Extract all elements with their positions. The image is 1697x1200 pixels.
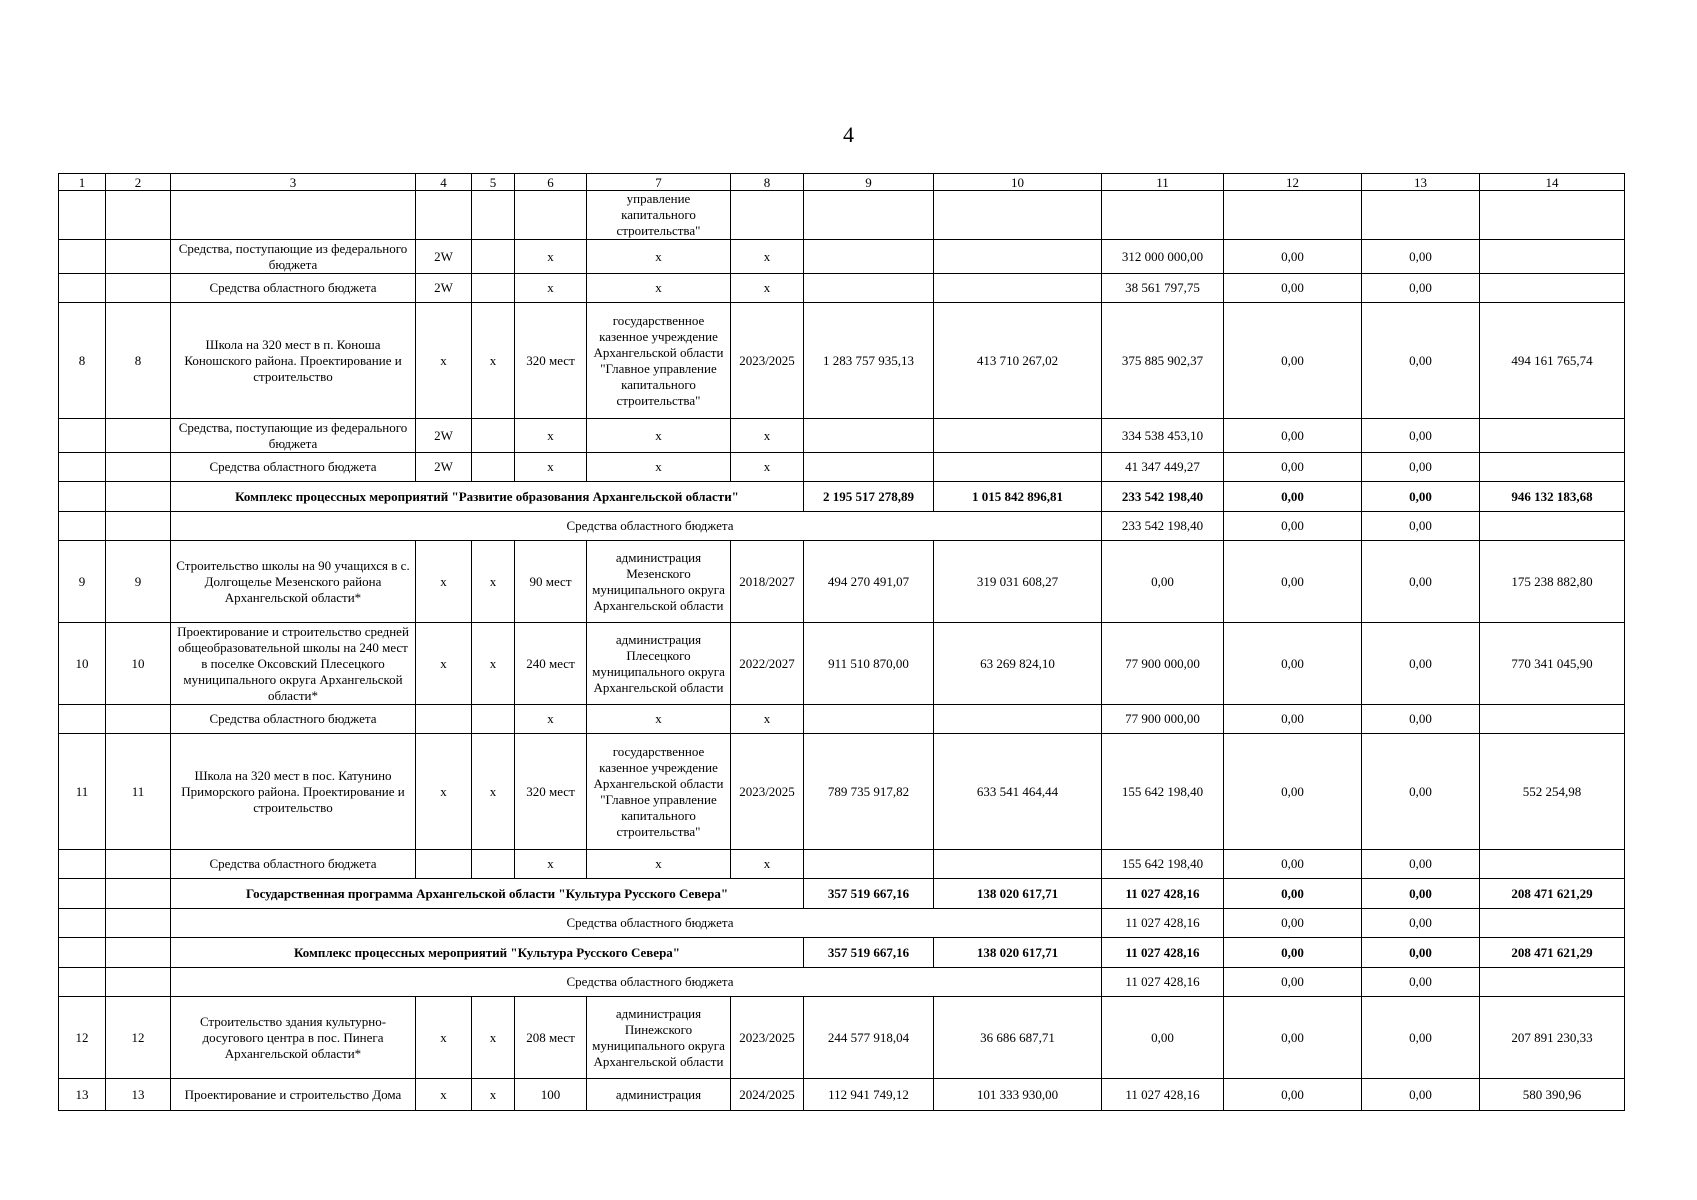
column-header: 8 [731,174,804,191]
table-cell: х [587,850,731,879]
table-cell: 0,00 [1224,997,1362,1079]
table-cell: 0,00 [1362,512,1480,541]
table-cell: 0,00 [1362,419,1480,453]
table-cell: администрация Пинежского муниципального округа Архангельской области [587,997,731,1079]
column-header: 13 [1362,174,1480,191]
table-cell [804,274,934,303]
table-cell: 0,00 [1224,512,1362,541]
table-cell: 11 027 428,16 [1102,968,1224,997]
table-cell: Средства, поступающие из федерального бюджета [171,240,416,274]
table-cell: Школа на 320 мест в пос. Катунино Приморского района. Проектирование и строительство [171,734,416,850]
table-cell: 207 891 230,33 [1480,997,1625,1079]
table-cell [106,191,171,240]
table-cell: х [472,734,515,850]
table-cell [416,850,472,879]
table-cell: Комплекс процессных мероприятий "Культура Русского Севера" [171,938,804,968]
table-cell [59,850,106,879]
table-cell: Средства областного бюджета [171,705,416,734]
table-cell: х [731,705,804,734]
table-cell: х [416,623,472,705]
table-cell [171,191,416,240]
table-cell: 320 мест [515,303,587,419]
table-cell [59,453,106,482]
table-row [59,240,1625,274]
table-cell: 13 [106,1079,171,1111]
table-cell: х [515,419,587,453]
table-cell: 0,00 [1224,734,1362,850]
table-cell: х [416,303,472,419]
table-cell [804,191,934,240]
table-cell [934,191,1102,240]
column-header-row [59,174,1625,191]
table-cell [59,938,106,968]
table-cell: Средства областного бюджета [171,453,416,482]
table-cell: 175 238 882,80 [1480,541,1625,623]
table-cell [731,191,804,240]
table-cell: 946 132 183,68 [1480,482,1625,512]
table-row [59,623,1625,705]
table-cell [106,879,171,909]
table-cell [1480,512,1625,541]
table-cell [472,453,515,482]
table-cell [934,240,1102,274]
table-cell: 0,00 [1224,968,1362,997]
table-cell: 240 мест [515,623,587,705]
table-cell: х [472,1079,515,1111]
table-cell: 2W [416,274,472,303]
table-cell: 100 [515,1079,587,1111]
table-cell [59,968,106,997]
table-cell [59,482,106,512]
table-cell [106,938,171,968]
table-cell: 138 020 617,71 [934,879,1102,909]
table-cell: 334 538 453,10 [1102,419,1224,453]
table-cell: 0,00 [1362,734,1480,850]
table-cell [1480,850,1625,879]
table-cell: 8 [106,303,171,419]
column-header: 11 [1102,174,1224,191]
table-cell: х [472,997,515,1079]
table-cell: 789 735 917,82 [804,734,934,850]
table-cell: 0,00 [1224,482,1362,512]
table-cell [106,419,171,453]
table-cell: 0,00 [1224,879,1362,909]
table-cell: 0,00 [1362,997,1480,1079]
table-cell: 77 900 000,00 [1102,705,1224,734]
table-cell: х [472,623,515,705]
table-cell: 0,00 [1362,938,1480,968]
table-cell: 0,00 [1224,938,1362,968]
table-cell: 2W [416,419,472,453]
column-header: 4 [416,174,472,191]
table-cell: х [731,274,804,303]
table-cell [472,419,515,453]
table-cell: 77 900 000,00 [1102,623,1224,705]
table-cell: 2018/2027 [731,541,804,623]
table-cell [59,879,106,909]
table-cell: 0,00 [1362,968,1480,997]
table-cell [106,968,171,997]
table-cell [59,512,106,541]
table-cell: администрация Мезенского муниципального округа Архангельской области [587,541,731,623]
table-row [59,705,1625,734]
table-cell: 320 мест [515,734,587,850]
table-cell [472,850,515,879]
table-cell [934,705,1102,734]
table-cell: 1 015 842 896,81 [934,482,1102,512]
table-cell: 0,00 [1362,482,1480,512]
table-cell: х [731,850,804,879]
table-cell: 112 941 749,12 [804,1079,934,1111]
table-cell: 233 542 198,40 [1102,512,1224,541]
table-cell: 208 мест [515,997,587,1079]
table-row [59,482,1625,512]
table-cell [1480,453,1625,482]
table-cell: 0,00 [1362,303,1480,419]
table-cell: государственное казенное учреждение Архангельской области "Главное управление капитального строительства" [587,734,731,850]
table-cell [106,512,171,541]
table-cell: 11 [59,734,106,850]
table-cell: 10 [59,623,106,705]
table-cell [934,419,1102,453]
table-cell: 2024/2025 [731,1079,804,1111]
table-cell [106,274,171,303]
table-cell: х [416,541,472,623]
table-cell: 2022/2027 [731,623,804,705]
table-cell [804,419,934,453]
table-cell: 11 027 428,16 [1102,938,1224,968]
table-cell [106,240,171,274]
table-cell [1480,274,1625,303]
table-cell: 11 [106,734,171,850]
table-cell [934,453,1102,482]
column-header: 1 [59,174,106,191]
table-cell [1102,191,1224,240]
table-cell: 38 561 797,75 [1102,274,1224,303]
table-cell: 0,00 [1224,419,1362,453]
table-row [59,734,1625,850]
table-cell: х [587,453,731,482]
table-cell: Средства областного бюджета [171,512,1102,541]
table-cell: 11 027 428,16 [1102,909,1224,938]
table-cell: Проектирование и строительство Дома [171,1079,416,1111]
table-cell: Средства, поступающие из федерального бюджета [171,419,416,453]
table-cell: х [515,274,587,303]
table-cell: 13 [59,1079,106,1111]
table-cell: администрация [587,1079,731,1111]
table-cell: 0,00 [1224,303,1362,419]
table-cell [106,453,171,482]
table-cell: 0,00 [1102,541,1224,623]
table-cell: 0,00 [1224,541,1362,623]
table-cell: 8 [59,303,106,419]
table-row [59,850,1625,879]
table-cell: 2W [416,453,472,482]
table-cell: х [587,274,731,303]
table-cell: 101 333 930,00 [934,1079,1102,1111]
table-cell: 319 031 608,27 [934,541,1102,623]
table-cell: 12 [59,997,106,1079]
table-cell: Проектирование и строительство средней общеобразовательной школы на 240 мест в поселке Оксовский Плесецкого муниципального округа Архангельской области* [171,623,416,705]
table-cell: 63 269 824,10 [934,623,1102,705]
column-header: 5 [472,174,515,191]
table-cell [106,850,171,879]
table-cell [515,191,587,240]
table-cell: 11 027 428,16 [1102,1079,1224,1111]
table-cell: 0,00 [1362,705,1480,734]
table-cell [472,191,515,240]
table-cell: х [515,453,587,482]
table-cell: 911 510 870,00 [804,623,934,705]
table-cell: 138 020 617,71 [934,938,1102,968]
table-row [59,1079,1625,1111]
table-cell: Строительство школы на 90 учащихся в с. Долгощелье Мезенского района Архангельской области* [171,541,416,623]
table-cell: Средства областного бюджета [171,909,1102,938]
table-row [59,419,1625,453]
table-cell [59,240,106,274]
table-cell: 0,00 [1224,909,1362,938]
table-cell: 357 519 667,16 [804,938,934,968]
table-cell: 233 542 198,40 [1102,482,1224,512]
table-row [59,938,1625,968]
table-cell: 1 283 757 935,13 [804,303,934,419]
table-row [59,274,1625,303]
table-cell [1480,240,1625,274]
table-cell: государственное казенное учреждение Архангельской области "Главное управление капитального строительства" [587,303,731,419]
table-cell: Комплекс процессных мероприятий "Развитие образования Архангельской области" [171,482,804,512]
column-header: 12 [1224,174,1362,191]
table-cell: 0,00 [1224,274,1362,303]
table-cell [472,240,515,274]
table-cell: х [515,240,587,274]
table-cell: х [416,997,472,1079]
table-cell [804,453,934,482]
table-cell: 0,00 [1362,623,1480,705]
table-cell: 208 471 621,29 [1480,938,1625,968]
table-cell: 0,00 [1362,453,1480,482]
table-cell: 494 270 491,07 [804,541,934,623]
table-cell: 357 519 667,16 [804,879,934,909]
table-row [59,512,1625,541]
table-cell: 0,00 [1224,453,1362,482]
table-row [59,303,1625,419]
table-cell: Школа на 320 мест в п. Коноша Коношского района. Проектирование и строительство [171,303,416,419]
table-cell: 633 541 464,44 [934,734,1102,850]
table-cell: 244 577 918,04 [804,997,934,1079]
table-cell: Средства областного бюджета [171,968,1102,997]
table-cell [106,909,171,938]
table-cell: 10 [106,623,171,705]
table-cell [804,850,934,879]
table-cell: 0,00 [1362,541,1480,623]
table-cell: х [515,705,587,734]
table-cell [472,705,515,734]
table-cell [1480,419,1625,453]
table-row [59,997,1625,1079]
table-cell [934,274,1102,303]
table-cell: 2 195 517 278,89 [804,482,934,512]
table-cell: 494 161 765,74 [1480,303,1625,419]
table-cell: Средства областного бюджета [171,274,416,303]
table-cell: 90 мест [515,541,587,623]
table-cell [1362,191,1480,240]
table-cell: 0,00 [1362,274,1480,303]
table-cell: 312 000 000,00 [1102,240,1224,274]
table-cell: х [731,453,804,482]
table-cell [1480,191,1625,240]
table-cell: 0,00 [1224,705,1362,734]
table-cell [934,850,1102,879]
table-cell: 552 254,98 [1480,734,1625,850]
table-cell: 375 885 902,37 [1102,303,1224,419]
table-cell: 413 710 267,02 [934,303,1102,419]
table-cell: 11 027 428,16 [1102,879,1224,909]
table-cell: 36 686 687,71 [934,997,1102,1079]
table-cell: х [587,240,731,274]
table-cell: 2023/2025 [731,997,804,1079]
column-header: 2 [106,174,171,191]
table-cell: 0,00 [1224,1079,1362,1111]
table-cell [59,191,106,240]
table-cell [59,274,106,303]
table-cell [472,274,515,303]
table-cell: 0,00 [1362,1079,1480,1111]
table-cell: 770 341 045,90 [1480,623,1625,705]
table-cell: 0,00 [1362,879,1480,909]
table-cell: х [731,240,804,274]
table-cell: 0,00 [1224,240,1362,274]
table-cell: х [515,850,587,879]
column-header: 14 [1480,174,1625,191]
table-row [59,541,1625,623]
table-cell: 2023/2025 [731,734,804,850]
table-cell: 0,00 [1362,850,1480,879]
table-row [59,453,1625,482]
table-cell [416,191,472,240]
table-cell: управление капитального строительства" [587,191,731,240]
page-number: 4 [843,122,854,147]
table-row [59,909,1625,938]
table-cell: Средства областного бюджета [171,850,416,879]
table-cell: 0,00 [1362,909,1480,938]
table-cell: 2023/2025 [731,303,804,419]
column-header: 3 [171,174,416,191]
table-cell: 9 [59,541,106,623]
budget-table [58,173,1625,1111]
table-cell: 2W [416,240,472,274]
table-cell [1224,191,1362,240]
table-cell: 0,00 [1224,623,1362,705]
table-cell: 0,00 [1362,240,1480,274]
table-row [59,191,1625,240]
table-cell: х [416,734,472,850]
table-cell [59,419,106,453]
table-cell: х [472,541,515,623]
table-cell: 155 642 198,40 [1102,734,1224,850]
table-cell [416,705,472,734]
table-cell [59,705,106,734]
table-cell [804,705,934,734]
table-cell [1480,909,1625,938]
table-cell: 9 [106,541,171,623]
table-cell: 0,00 [1102,997,1224,1079]
table-row [59,968,1625,997]
table-cell [1480,968,1625,997]
column-header: 7 [587,174,731,191]
column-header: 10 [934,174,1102,191]
table-cell [1480,705,1625,734]
column-header: 9 [804,174,934,191]
table-cell: х [731,419,804,453]
table-cell [106,482,171,512]
table-cell: 155 642 198,40 [1102,850,1224,879]
table-cell: 12 [106,997,171,1079]
column-header: 6 [515,174,587,191]
table-cell: х [587,705,731,734]
table-cell [804,240,934,274]
table-cell [106,705,171,734]
table-cell: 580 390,96 [1480,1079,1625,1111]
table-cell: х [472,303,515,419]
table-cell: администрация Плесецкого муниципального округа Архангельской области [587,623,731,705]
table-cell: 41 347 449,27 [1102,453,1224,482]
table-cell: 0,00 [1224,850,1362,879]
table-cell: 208 471 621,29 [1480,879,1625,909]
table-row [59,879,1625,909]
table-cell: х [416,1079,472,1111]
table-cell: Строительство здания культурно-досугового центра в пос. Пинега Архангельской области* [171,997,416,1079]
table-cell: х [587,419,731,453]
table-cell: Государственная программа Архангельской области "Культура Русского Севера" [171,879,804,909]
table-cell [59,909,106,938]
